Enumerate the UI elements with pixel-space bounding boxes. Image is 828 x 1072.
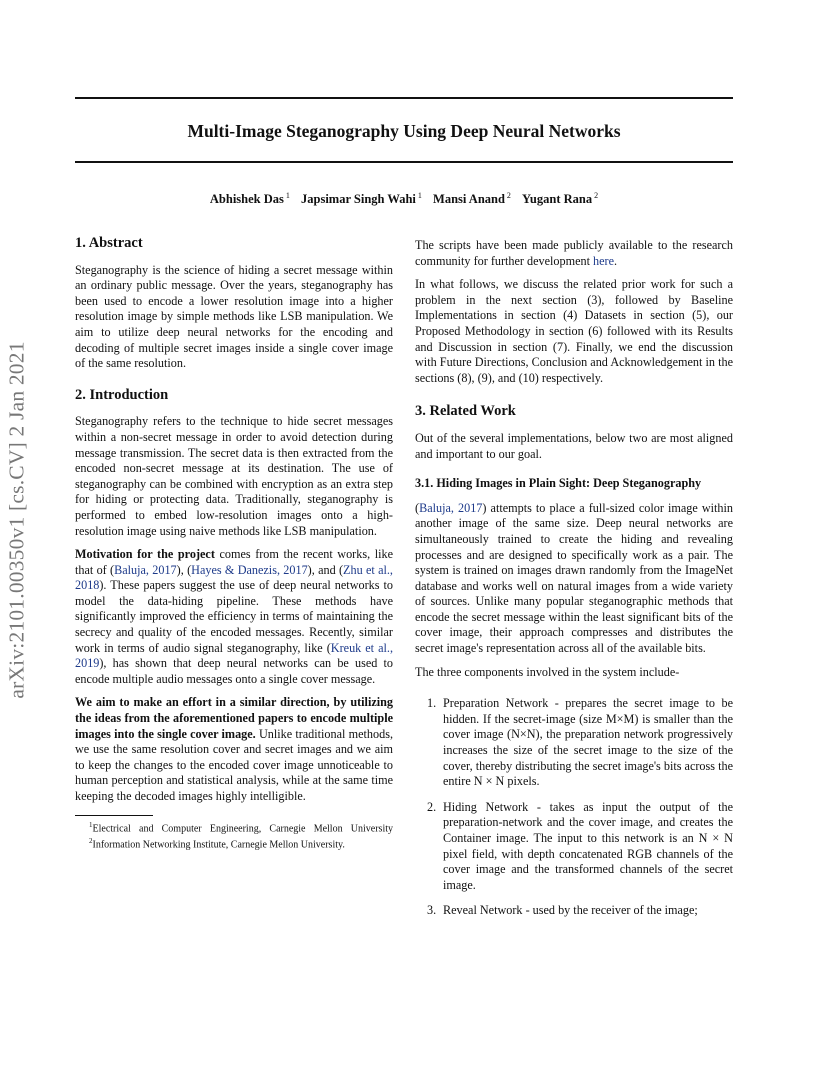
introduction-heading: 2. Introduction xyxy=(75,386,169,403)
top-rule xyxy=(75,97,733,99)
citation-link[interactable]: Kreuk et al., 2019 xyxy=(75,640,393,671)
author-3: Mansi Anand $^2$ xyxy=(433,191,511,206)
subsection-heading: 3.1. Hiding Images in Plain Sight: Deep Steganography xyxy=(415,476,702,491)
right-column xyxy=(415,238,733,929)
list-item: 2. Hiding Network - takes as input the output of the preparation-network and the cover image, and creates the Container image. The input to this network is an N × N pixel field, with depth concatenated RGB channels of the cover image and the transformed channels of the secret image. xyxy=(427,799,733,892)
affiliation-footnote: $^1$Electrical and Computer Engineering, Carnegie Mellon University $^2$Information Networking Institute, Carnegie Mellon University. xyxy=(89,820,393,851)
citation-link[interactable]: Zhu et al., 2018 xyxy=(75,562,393,593)
author-list xyxy=(75,191,733,207)
title-bottom-rule xyxy=(75,161,733,163)
intro-paragraph-1: Steganography refers to the technique to hide secret messages within a non-secret message in order to avoid detection during message transmission. The secret data is then extracted from the encoded non-secret message at its destination. The use of steganography can be combined with encryption as an extra step for hiding or protecting data. Traditionally, steganography is performed to embed low-resolution images onto a high-resolution image using naive methods like LSB manipulation. xyxy=(75,414,393,538)
left-column xyxy=(75,236,393,852)
scripts-link[interactable]: here xyxy=(593,253,615,268)
scripts-paragraph: The scripts have been made publicly available to the research community for further development here. xyxy=(415,238,733,268)
citation-link[interactable]: Baluja, 2017 xyxy=(419,500,483,515)
components-list xyxy=(415,696,733,919)
deep-stego-paragraph: (Baluja, 2017) attempts to place a full-sized color image within another image of the same size. Deep neural networks are simultaneously trained to create the hiding and revealing processes and are designed to specifically work as a pair. The system is trained on images drawn randomly from the ImageNet database and works well on natural images from a wide variety of sources. Unlike many popular steganographic methods that encode the secret message within the least significant bits of the cover image, their approach compresses and distributes the secret image's representation across all of the available bits. xyxy=(415,500,733,656)
author-1: Abhishek Das $^1$ xyxy=(209,191,290,206)
outline-paragraph: In what follows, we discuss the related prior work for such a problem in the next section (3), followed by Baseline Implementations in section (4) Datasets in section (5), our Proposed Methodology in section (6) followed with its Results and Discussion in section (7). Finally, we end the discussion with Future Directions, Conclusion and Acknowledgement in the sections (8), (9), and (10) respectively. xyxy=(415,277,733,385)
list-item: 1. Preparation Network - prepares the secret image to be hidden. If the secret-image (size M×M) is smaller than the cover image (N×N), the preparation network progressively increases the size of the secret image to the size of the cover, thereby distributing the secret image's bits across the entire N × N pixels. xyxy=(427,696,733,789)
citation-link[interactable]: Baluja, 2017 xyxy=(114,562,177,577)
intro-paragraph-3: We aim to make an effort in a similar direction, by utilizing the ideas from the aforementioned papers to encode multiple images into the single cover image. Unlike traditional methods, we use the same resolution cover and secret images and we aim to keep the changes to the encoded cover image unnoticeable to human perception and statistical analysis, while at the same time keeping the decoded images highly intelligible. xyxy=(75,695,393,803)
related-work-heading: 3. Related Work xyxy=(415,403,516,420)
abstract-text: Steganography is the science of hiding a secret message within an ordinary public message. Over the years, steganography has been used to encode a lower resolution image into a higher resolution image by simple methods like LSB manipulation. We aim to utilize deep neural networks for the encoding and decoding of multiple secret images inside a single cover image of the same resolution. xyxy=(75,262,393,371)
list-item: 3. Reveal Network - used by the receiver of the image; xyxy=(427,903,698,918)
author-4: Yugant Rana $^2$ xyxy=(522,191,599,206)
arxiv-identifier: arXiv:2101.00350v1 [cs.CV] 2 Jan 2021 xyxy=(4,341,29,699)
related-intro-paragraph: Out of the several implementations, below two are most aligned and important to our goal. xyxy=(415,430,733,461)
author-2: Japsimar Singh Wahi $^1$ xyxy=(301,191,422,206)
citation-link[interactable]: Hayes & Danezis, 2017 xyxy=(191,562,308,577)
abstract-heading: 1. Abstract xyxy=(75,235,143,251)
footnote-rule xyxy=(75,815,153,816)
components-intro: The three components involved in the system include- xyxy=(415,664,680,679)
paper-title: Multi-Image Steganography Using Deep Neural Networks xyxy=(187,121,621,141)
intro-paragraph-2: Motivation for the project comes from the recent works, like that of (Baluja, 2017), (Hayes & Danezis, 2017), and (Zhu et al., 2018). These papers suggest the use of deep neural networks to model the data-hiding pipeline. These methods have significantly improved the efficiency in terms of maintaining the secrecy and quality of the encoded messages. Recently, similar work in terms of audio signal steganography, like (Kreuk et al., 2019), has shown that deep neural networks can be used to encode multiple audio messages onto a single cover message. xyxy=(75,547,393,686)
